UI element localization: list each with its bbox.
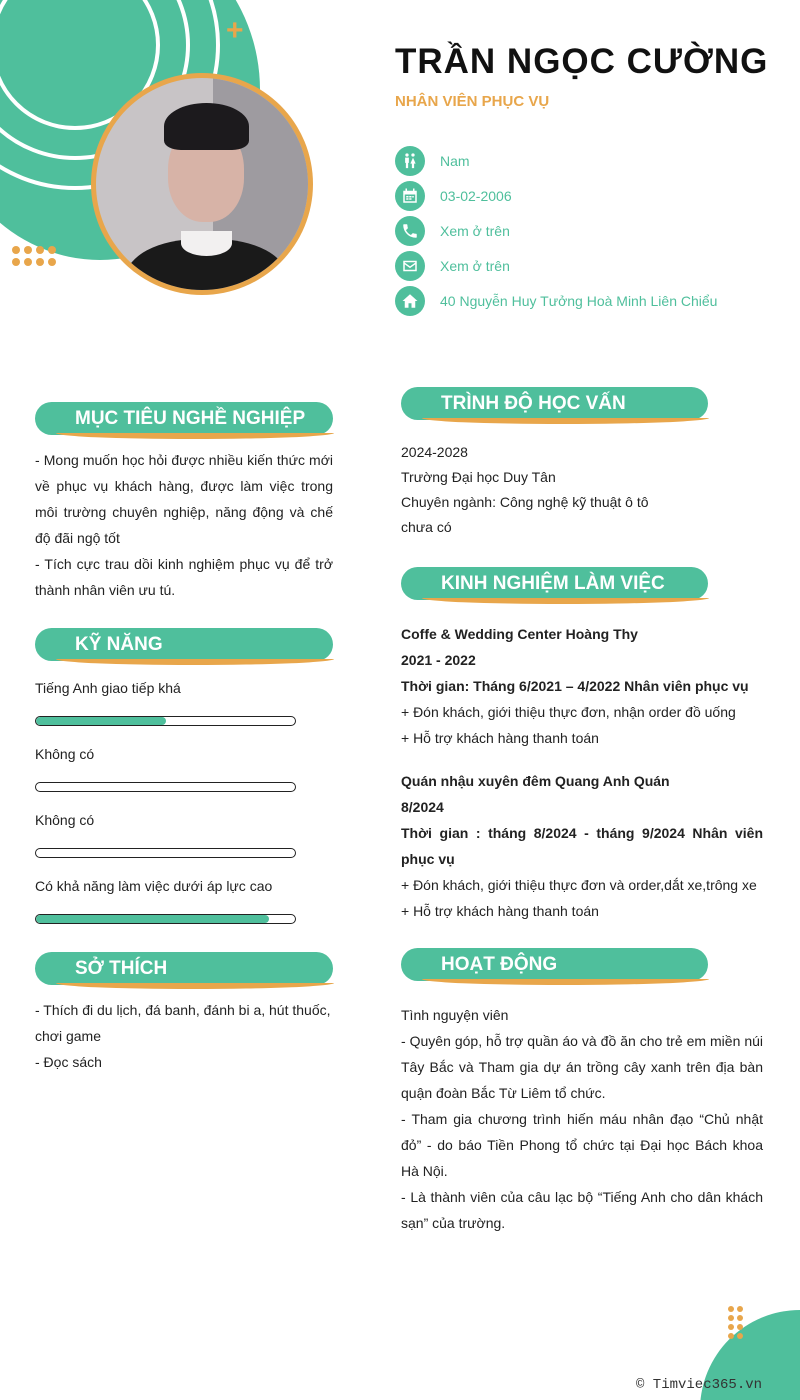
gender-icon (395, 146, 425, 176)
skill-bar (35, 782, 296, 792)
gender-text: Nam (440, 152, 470, 169)
experience-task: + Đón khách, giới thiệu thực đơn và order,dắt xe,trông xe (401, 877, 757, 893)
experience-title: KINH NGHIỆM LÀM VIỆC (441, 573, 665, 594)
skill-item (35, 812, 297, 858)
activities-text (401, 1002, 763, 1236)
phone-icon (395, 216, 425, 246)
skill-bar (35, 848, 296, 858)
skill-label: Có khả năng làm việc dưới áp lực cao (35, 878, 273, 894)
hobby-line-2: - Đọc sách (35, 1054, 102, 1070)
skill-bar-fill (36, 915, 269, 923)
job-title: NHÂN VIÊN PHỤC VỤ (395, 93, 550, 110)
skill-label: Không có (35, 812, 95, 828)
birthday-text: 03-02-2006 (440, 187, 512, 204)
activity-line: - Tham gia chương trình hiến máu nhân đạo “Chủ nhật đỏ” - do báo Tiền Phong tổ chức tại Đại học Bách khoa Hà Nội. (401, 1111, 763, 1179)
education-note: chưa có (401, 519, 452, 535)
activity-line: Tình nguyện viên (401, 1007, 509, 1023)
calendar-icon (395, 181, 425, 211)
education-school: Trường Đại học Duy Tân (401, 469, 556, 485)
education-header (401, 387, 708, 423)
watermark: © Timviec365.vn (636, 1377, 763, 1393)
email-text: Xem ở trên (440, 257, 510, 274)
plus-decor-icon: + (226, 14, 244, 47)
experience-header (401, 567, 708, 603)
experience-task: + Đón khách, giới thiệu thực đơn, nhận order đồ uống (401, 704, 736, 720)
skill-item (35, 680, 297, 726)
contact-birthday (395, 178, 717, 213)
objective-paragraph-2: - Tích cực trau dồi kinh nghiệm phục vụ để trở thành nhân viên ưu tú. (35, 556, 333, 598)
contact-list (395, 143, 717, 318)
skill-label: Tiếng Anh giao tiếp khá (35, 680, 181, 696)
experience-time: Thời gian : tháng 8/2024 - tháng 9/2024 Nhân viên phục vụ (401, 825, 763, 867)
skill-bar-fill (36, 717, 166, 725)
contact-gender (395, 143, 717, 178)
activities-title: HOẠT ĐỘNG (441, 954, 558, 975)
experience-item (401, 768, 763, 924)
candidate-name: TRẦN NGỌC CƯỜNG (395, 42, 769, 81)
skill-label: Không có (35, 746, 95, 762)
experience-years: 8/2024 (401, 799, 444, 815)
activity-line: - Là thành viên của câu lạc bộ “Tiếng Anh cho dân khách sạn” của trường. (401, 1189, 763, 1231)
experience-company: Quán nhậu xuyên đêm Quang Anh Quán (401, 773, 670, 789)
skill-item (35, 878, 297, 924)
home-icon (395, 286, 425, 316)
experience-years: 2021 - 2022 (401, 652, 476, 668)
skills-title: KỸ NĂNG (75, 634, 163, 655)
skill-item (35, 746, 297, 792)
address-text: 40 Nguyễn Huy Tưởng Hoà Minh Liên Chiểu (440, 292, 718, 309)
education-major: Chuyên ngành: Công nghệ kỹ thuật ô tô (401, 494, 649, 510)
contact-email (395, 248, 717, 283)
education-title: TRÌNH ĐỘ HỌC VẤN (441, 393, 626, 414)
objective-header (35, 402, 333, 438)
activity-line: - Quyên góp, hỗ trợ quần áo và đồ ăn cho trẻ em miền núi Tây Bắc và Tham gia dự án trồng cây xanh trên địa bàn quận đoàn Bắc Từ Liêm tổ chức. (401, 1033, 763, 1101)
hobby-line-1: - Thích đi du lịch, đá banh, đánh bi a, hút thuốc, chơi game (35, 1002, 331, 1044)
hobbies-text (35, 997, 333, 1075)
experience-item (401, 621, 763, 751)
contact-address (395, 283, 717, 318)
contact-phone (395, 213, 717, 248)
dots-decor (728, 1306, 744, 1339)
avatar (91, 73, 313, 295)
hobbies-header (35, 952, 333, 988)
email-icon (395, 251, 425, 281)
education-text (401, 440, 763, 540)
skill-bar (35, 914, 296, 924)
hobbies-title: SỞ THÍCH (75, 958, 168, 979)
objective-title: MỤC TIÊU NGHỀ NGHIỆP (75, 408, 306, 429)
experience-task: + Hỗ trợ khách hàng thanh toán (401, 903, 599, 919)
objective-paragraph-1: - Mong muốn học hỏi được nhiều kiến thức mới về phục vụ khách hàng, được làm việc trong môi trường chuyên nghiệp, năng động và chế độ đãi ngộ tốt (35, 452, 333, 546)
activities-header (401, 948, 708, 984)
skills-header (35, 628, 333, 664)
experience-company: Coffe & Wedding Center Hoàng Thy (401, 626, 638, 642)
objective-text (35, 447, 333, 603)
dots-decor (12, 246, 64, 266)
experience-time: Thời gian: Tháng 6/2021 – 4/2022 Nhân viên phục vụ (401, 678, 749, 694)
phone-text: Xem ở trên (440, 222, 510, 239)
education-period: 2024-2028 (401, 444, 468, 460)
experience-task: + Hỗ trợ khách hàng thanh toán (401, 730, 599, 746)
skill-bar (35, 716, 296, 726)
